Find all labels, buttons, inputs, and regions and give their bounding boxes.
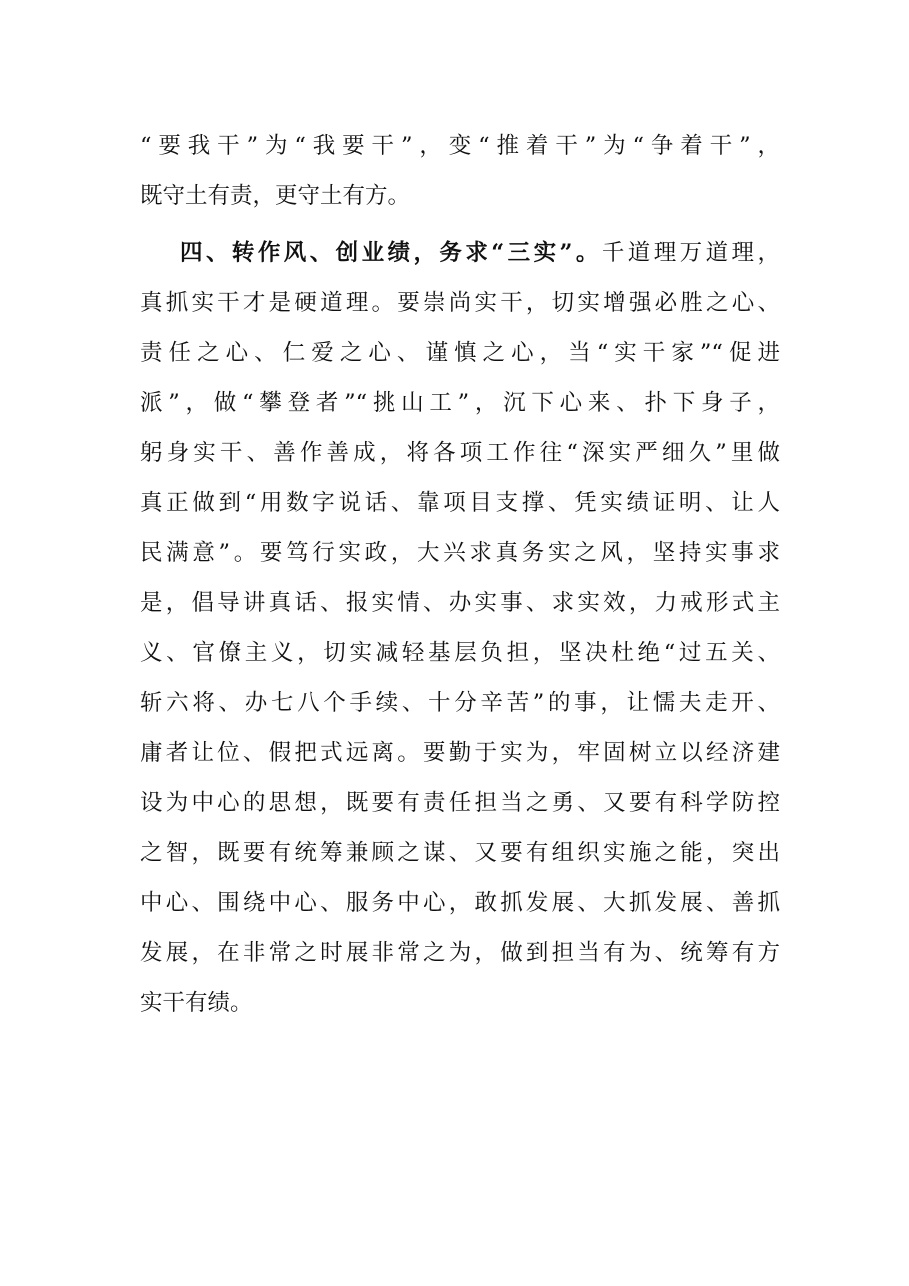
text-line: “要我干”为“我要干”，变“推着干”为“争着干”，	[140, 133, 780, 159]
text-line: 中心、围绕中心、服务中心，敢抓发展、大抓发展、善抓	[140, 890, 780, 916]
text-line: 是，倡导讲真话、报实情、办实事、求实效，力戒形式主	[140, 590, 780, 616]
text-line: 民满意”。要笃行实政，大兴求真务实之风，坚持实事求	[140, 540, 780, 566]
section-first-line	[140, 228, 780, 278]
section-first-line-text: 千道理万道理，	[601, 240, 780, 266]
text-line: 责任之心、仁爱之心、谨慎之心，当“实干家”“促进	[140, 340, 780, 366]
text-line: 既守土有责，更守土有方。	[140, 183, 411, 209]
paragraph-section-four	[140, 228, 780, 1028]
text-line: 实干有绩。	[140, 990, 253, 1016]
text-line: 真正做到“用数字说话、靠项目支撑、凭实绩证明、让人	[140, 490, 780, 516]
text-line: 义、官僚主义，切实减轻基层负担，坚决杜绝“过五关、	[140, 640, 780, 666]
text-line: 庸者让位、假把式远离。要勤于实为，牢固树立以经济建	[140, 740, 780, 766]
text-line: 设为中心的思想，既要有责任担当之勇、又要有科学防控	[140, 790, 780, 816]
section-heading: 四、转作风、创业绩，务求“三实”。	[180, 240, 602, 266]
text-line: 斩六将、办七八个手续、十分辛苦”的事，让懦夫走开、	[140, 690, 780, 716]
text-line: 真抓实干才是硬道理。要崇尚实干，切实增强必胜之心、	[140, 290, 780, 316]
text-line: 派”，做“攀登者”“挑山工”，沉下心来、扑下身子，	[140, 390, 780, 416]
text-line: 发展，在非常之时展非常之为，做到担当有为、统筹有方	[140, 940, 780, 966]
text-line: 之智，既要有统筹兼顾之谋、又要有组织实施之能，突出	[140, 840, 780, 866]
paragraph-continuation	[140, 121, 780, 221]
text-line: 躬身实干、善作善成，将各项工作往“深实严细久”里做	[140, 440, 780, 466]
